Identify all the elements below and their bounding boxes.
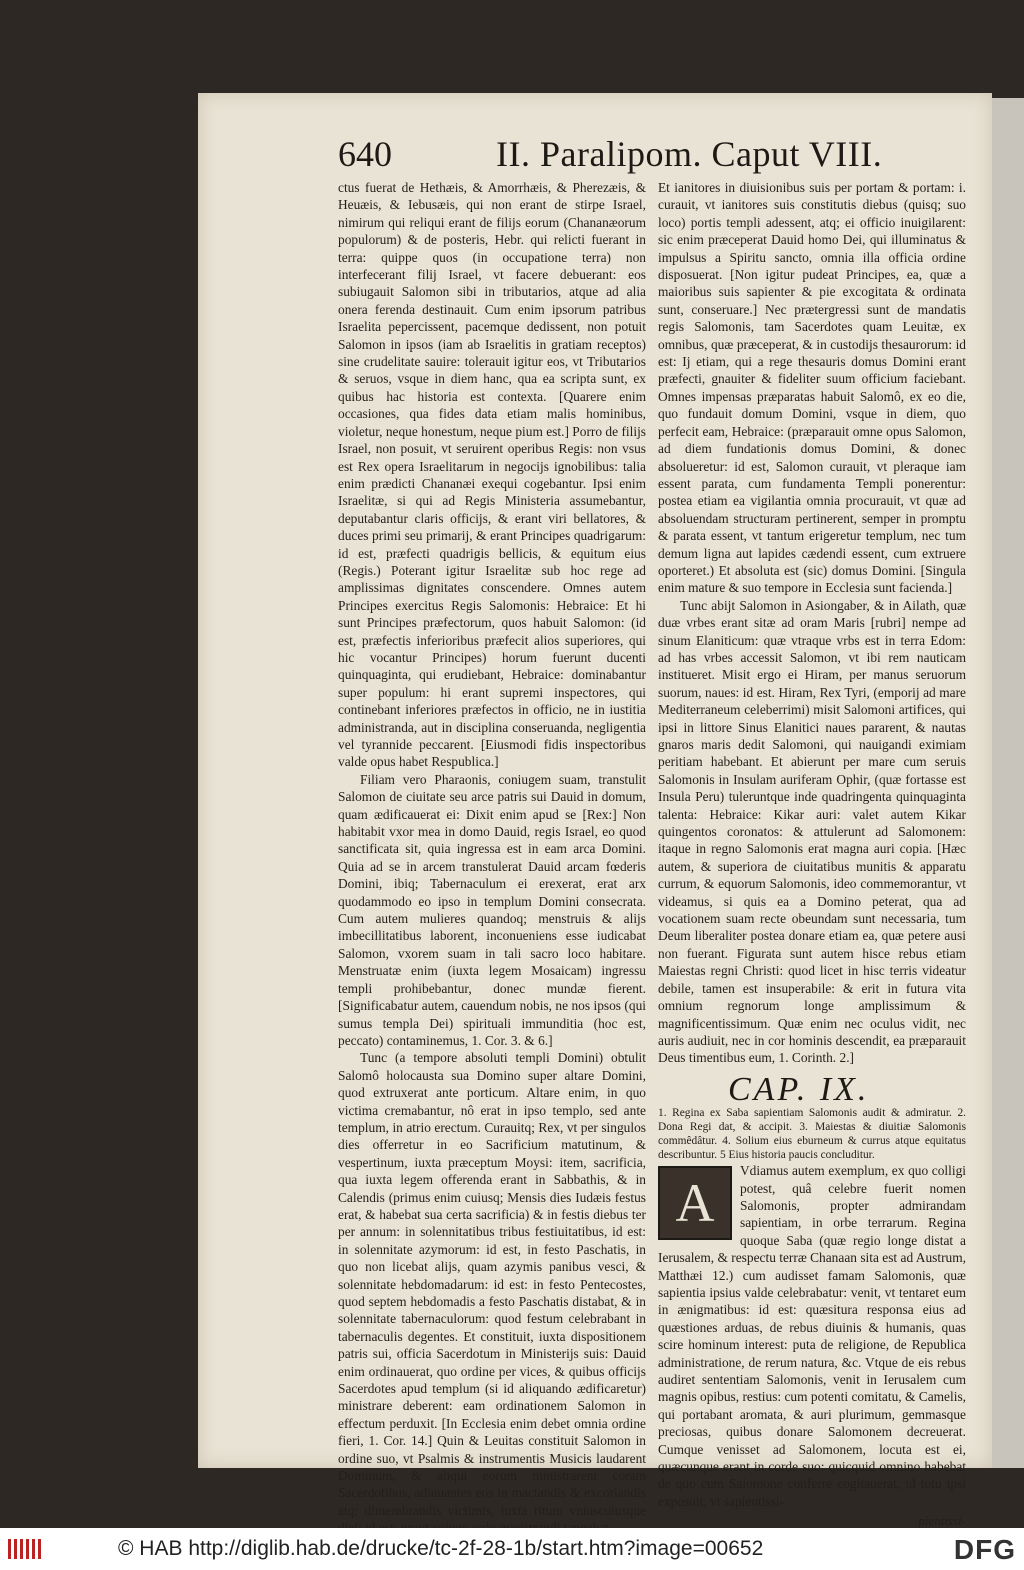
dfg-logo: DFG <box>953 1534 1016 1565</box>
paragraph: ctus fuerat de Hethæis, & Amorrhæis, & Pherezæis, & Heuæis, & Iebusæis, qui non erant de stirpe Israel, nimirum qui reliqui erant de filijs eorum (Chananæorum populorum) & de posteris, Hebr. qui relicti fuerant in terra: quippe quos (in occupatione terra) non interfecerant filij Israel, vt facere debuerant: eos subiugauit Salomon sibi in tributarios, atque ad alia onera ferenda destinauit. Cum enim ipsorum patribus Israelita pepercissent, pacemque dedissent, non potuit Salomon in ipsos (iam ab Israelitis in gratiam receptos) sine crudelitate sauire: tolerauit igitur eos, vt Tributarios & seruos, vsque in diem hanc, qua ea scripta sunt, ex quibus hac historia est contexta. [Quarere enim occasiones, qua fides data etiam malis hominibus, violetur, neque honestum, neque pium est.] Porro de filijs Israel, non posuit, vt seruirent operibus Regis: non vsus est Rex opera Israelitarum in negocijs ignobilibus: talia enim prædicti Chananæi exequi cogebantur. Ipsi enim Israelitæ, si qui ad Regis Ministeria assumebantur, deputabantur claris officijs, & erant viri bellatores, & duces primi seu primarij, & erant Principes quadrigarum: id est, præfecti quadrigis bellicis, & equitum eius (Regis.) Poterant igitur Israelitæ sub hoc rege ad amplissimas dignitates conscendere. Omnes autem Principes exercitus Regis Salomonis: Hebraice: Et hi sunt Principes præfectorum, quos habuit Salomon: (id est, præfectis inferioribus præfecit alios superiores, qui hic vocantur Principes) horum fuerunt ducenti quinquaginta, qui erudiebant, Hebraice: dominabantur super populum: hi erant supremi inspectores, qui continebant inferiores præfectos in officio, ne in iustitia administranda, aut in disciplina conseruanda, negligentia vel tyrannide peccarent. [Eiusmodi fidis inspectoribus valde opus habet Respublica.] <box>338 180 646 770</box>
viewer-footer <box>0 1528 1024 1570</box>
chapter-summary: 1. Regina ex Saba sapientiam Salomonis audit & admiratur. 2. Dona Regi dat, & accipit. 3. Maiestas & diuitiæ Salomonis commêdâtur. 4. Solium eius eburneum & currus atque equitatus describuntur. 5 Eius historia paucis concluditur. <box>658 1107 966 1162</box>
paragraph: Tunc (a tempore absoluti templi Domini) obtulit Salomô holocausta sua Domino super altare Domini, quod extruxerat ante porticum. Altare enim, in quo victima cremabantur, nô erat in ipso templo, sed ante templum, in atrio erectum. Curauitq; Rex, vt per singulos dies offerretur in eo Sacrificium matutinum, & vespertinum, iuxta præceptum Moysi: item, sacrificia, qua iuxta legem offerenda erant in Sabbathis, & in Calendis (primus enim cuiusq; Mensis dies Iudæis festus erat, & habebat sua certa sacrificia) & in festis diebus ter per annum: in solennitatibus tribus festiuitatibus, id est: in solennitate azymorum: id est, in festo Paschatis, in quo non licebat alijs, quam azymis panibus vesci, & solennitate hebdomadarum: id est: in festo Pentecostes, quod septem hebdomadis a festo Paschatis distabat, & in solennitate tabernaculorum: quod festum celebrabant in tabernaculis degentes. Et constituit, iuxta dispositionem patris sui, officia Sacerdotum in Ministerijs suis: Dauid enim ordinauerat, quo ordine per vices, & quibus officijs Sacerdotes apud templum (si id aliquando ædificaretur) ministrare deberent: eam ordinationem Salomon in effectum perduxit. [In Ecclesia enim debet omnia ordine fieri, 1. Cor. 14.] Quin & Leuitas constituit Salomon in ordine suo, vt Psalmis & instrumentis Musicis laudarent Dominum, & aliqui eorum ministrarent coram Sacerdotibus, adiuuantes eos in mactandis & excoriandis atq; dimembrandis victimis, iuxta ritum vniuscuiusque <box>338 1050 646 1518</box>
hab-logo-icon <box>6 1536 46 1562</box>
catchword: pientissi- <box>918 1513 966 1529</box>
left-column <box>338 179 646 1537</box>
book-page <box>198 93 992 1529</box>
chapter-heading: CAP. IX. <box>728 1070 870 1108</box>
paragraph: Filiam vero Pharaonis, coniugem suam, transtulit Salomon de ciuitate seu arce patris sui Dauid in domum, quam ædificauerat ei: Dixit enim apud se [Rex:] Non habitabit vxor mea in domo Dauid, regis Israel, eo quod sanctificata sit, quia ingressa est in eam arca Domini. Quia ad se in arcem transtulerat Dauid arcam fœderis Domini, ibiq; Tabernaculum ei erexerat, erat arx quodammodo eo ipso in templum Domini consecrata. Cum autem mulieres quandoq; menstruis & alijs imbecillitatibus laborent, inconueniens esse iudicabat Salomon, vxorem suam in tali sacro loco habitare. Menstruatæ enim (iuxta legem Mosaicam) ingressu templi prohibebantur, donec mundæ fierent. [Significabatur autem, cauendum nobis, ne nos ipsos (qui sumus templa Dei) spirituali immunditia (hoc est, peccato) contaminemus, 1. Cor. 3. & 6.] <box>338 771 646 1048</box>
paragraph: Et ianitores in diuisionibus suis per portam & portam: i. curauit, vt ianitores suis constitutis diebus (quisq; suo loco) portis templi adessent, atq; ei officio inuigilarent: sic enim præceperat Dauid homo Dei, qui illuminatus & impulsus a Spiritu sancto, omnia illa officia ordine disposuerat. [Non igitur pudeat Principes, ea, quæ a maioribus suis sapienter & pie excogitata & ordinata sunt, conseruare.] Nec prætergressi sunt de mandatis regis Salomonis, tam Sacerdotes quam Leuitæ, ex omnibus, quæ præceperat, & in custodijs thesaurorum: id est: Ij etiam, qui a rege thesauris domus Domini erant præfecti, gnauiter & fideliter suum officium faciebant. Omnes impensas præparatas habuit Salomô, ex eo die, quo fundauit domum Domini, vsque in diem, quo perfecit eam, Hebraice: (præparauit omne opus Salomon, ad diem fundationis domus Domini, & donec absolueretur: id est, Salomon curauit, vt pleraque iam essent parata, cum fundamenta Templi ponerentur: postea etiam ea vigilantia omnia procurauit, vt quæ ad absoluendam structuram pertinerent, semper in promptu & parata essent, vt tantum erigeretur templum, nec tum demum ligna aut lapides cædendi essent, cum extruere oporteret.) Et absoluta est (sic) domus Domini. [Singula enim mature & suo tempore in Ecclesia sunt facienda.] <box>658 180 966 596</box>
paragraph: Tunc abijt Salomon in Asiongaber, & in Ailath, quæ duæ vrbes erant sitæ ad oram Maris [rubri] nempe ad sinum Elaniticum: quæ vtraque vrbs est in terra Edom: ad has vrbes accessit Salomon, vt ibi rem nauticam institueret. Misit ergo ei Hiram, per manus seruorum suorum, naues: id est. Hiram, Rex Tyri, (emporij ad mare Mediterraneum celeberrimi) misit Salomoni artifices, qui ipsi in littore Sinus Elanitici naues pararent, & nautas gnaros maris dedit Salomoni, qui nauigandi eximiam peritiam habebant. Et abierunt per mare cum seruis Salomonis in Insulam auriferam Ophir, (quæ fortasse est Insula Peru) tuleruntque inde quadringenta quinquaginta talenta: Hebraice: Kikar auri: valet autem Kikar quingentos coronatos: & attulerunt ad Salomonem: itaque in regno Salomonis erat magna auri copia. [Hæc autem, & superiora de ciuitatibus munitis & apparatu currum, & equorum Salomonis, ideo commemorantur, vt videamus, si quis ea a Domino peterat, qua ad vocationem suam recte obeundam sunt necessaria, tum Deum liberaliter postea donare etiam ea, quæ petere ausi non fuerant. Figurata sunt autem hisce rebus etiam Maiestas regni Christi: quod licet in hisc terris videatur debile, tamen est insuperabile: & erit in futura vita omnium regnorum longe amplissimum & magnificentissimum. Quæ enim nec oculus vidit, nec auris audiuit, nec in cor hominis descendit, ea præparauit Deus timentibus eum, 1. Corinth. 2.] <box>658 597 966 1066</box>
running-title: II. Paralipom. Caput VIII. <box>496 134 883 174</box>
decorated-initial: A <box>658 1166 732 1240</box>
chapter-text: Vdiamus autem exemplum, ex quo colligi potest, quâ celebre fuerit nomen Salomonis, propter admirandam sapientiam, in orbe terrarum. Regina quoque Saba (quæ regio longe distat a Ierusalem, & respectu terræ Chanaan sita est ad Austrum, Matthæi 12.) cum audisset famam Salomonis, quæ sapientia ipsius valde celebrabatur: venit, vt tentaret eum in ænigmatibus: id est: quæsitura responsa eius ad quæstiones arduas, de rebus diuinis & humanis, quas scire hominum interest: puta de religione, de Republica administratione, de rerum natura, &c. Vtque de eis rebus audiret sententiam Salomonis, venit in Ierusalem cum magnis opibus, restius: cum potenti comitatu, & Camelis, qui portabant aromata, & auri plurimum, gemmasque preciosas, quibus donare Salomonem decreuerat. Cumque venisset ad Salomonem, locuta est ei, quæcunque erant in corde suo: quicquid omnino habebat de quo cum Salomone conferre cogitauerat, id totu ipsi exposuit, vt sapientissi- <box>658 1163 966 1509</box>
facing-page-edge <box>990 98 1024 1468</box>
right-column <box>658 179 966 1530</box>
copyright-link[interactable]: © HAB http://diglib.hab.de/drucke/tc-2f-28-1b/start.htm?image=00652 <box>118 1537 764 1560</box>
page-number: 640 <box>338 134 392 174</box>
running-head <box>338 133 988 181</box>
